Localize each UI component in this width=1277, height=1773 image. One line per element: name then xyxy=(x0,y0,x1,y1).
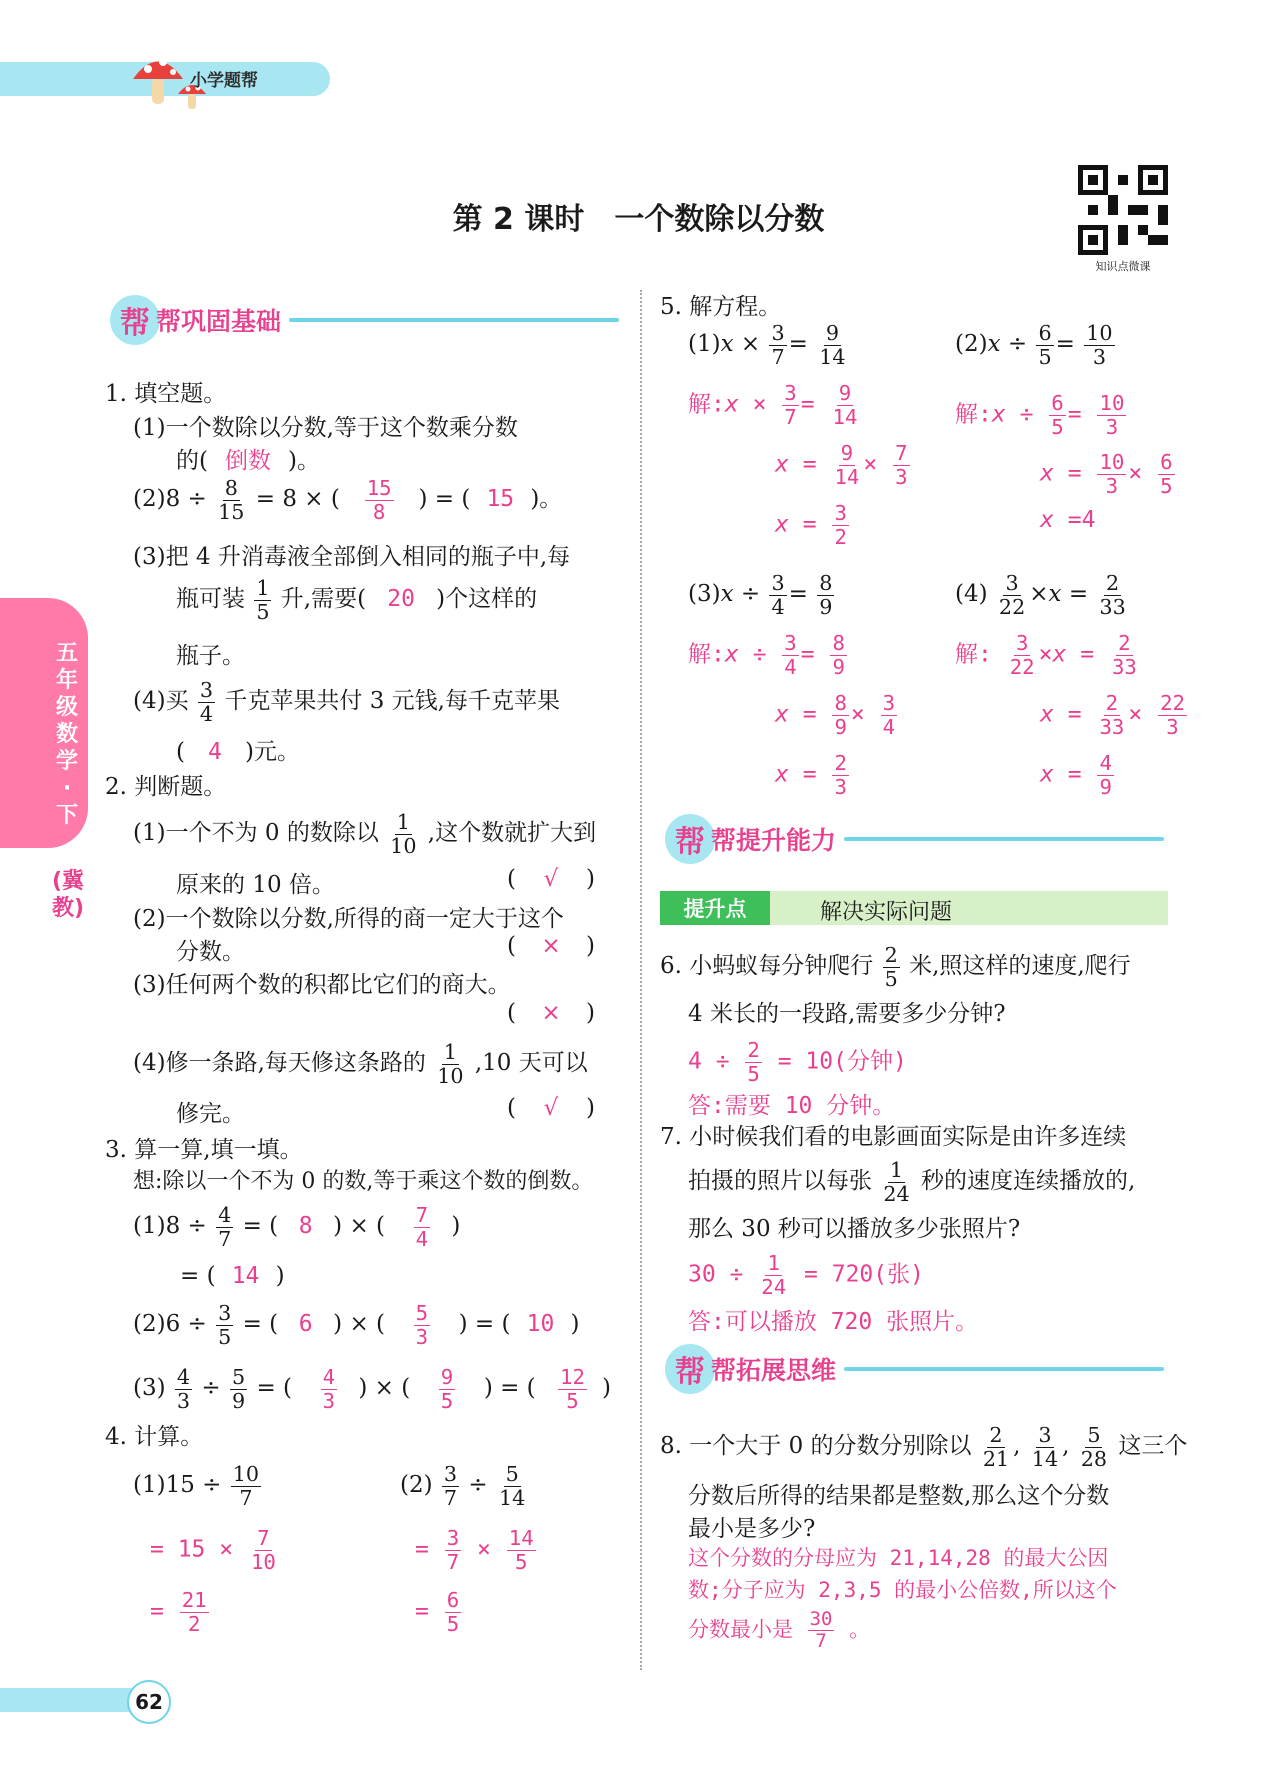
q3-row2: (2)6 ÷ $\frac{3}{5}$ = ( 6 ) × ( $\frac{5}{3}$ ) = ( 10 ) xyxy=(133,1301,580,1349)
q2-mark-3: ( × ) xyxy=(507,1000,595,1026)
q2-mark-4: ( √ ) xyxy=(507,1095,595,1121)
q1-answer-1: 倒数 xyxy=(224,448,271,474)
q4-c1-step2: = $\frac{21}{2}$ xyxy=(150,1588,207,1636)
q1-p4: (4)买 $\frac{3}{4}$ 千克苹果共付 3 元钱,每千克苹果 xyxy=(133,678,560,726)
q1-p3: 瓶可装 $\frac{1}{5}$ 升,需要( 20 )个这样的 xyxy=(176,576,538,624)
section-rule xyxy=(844,1367,1164,1371)
q4-head: 4. 计算。 xyxy=(105,1424,204,1450)
q5-e3-s1: 解:x ÷ $\frac{3}{4}$ = $\frac{8}{9}$ xyxy=(688,631,845,679)
q1-p3a: (3)把 4 升消毒液全部倒入相同的瓶子中,每 xyxy=(133,544,571,570)
q6-answer: 答:需要 10 分钟。 xyxy=(688,1093,896,1119)
q2-s2a: (2)一个数除以分数,所得的商一定大于这个 xyxy=(133,906,564,932)
q5-e4: (4) $\frac{3}{22}$ ×x = $\frac{2}{33}$ xyxy=(955,571,1126,619)
q6-line2: 4 米长的一段路,需要多少分钟? xyxy=(688,1001,1006,1027)
q2-s1c: 原来的 10 倍。 xyxy=(176,872,335,898)
q5-e1: (1)x × $\frac{3}{7}$ = $\frac{9}{14}$ xyxy=(688,321,846,369)
q1-answer-4: 4 xyxy=(208,739,222,765)
q2-s1: (1)一个不为 0 的数除以 $\frac{1}{10}$ ,这个数就扩大到 xyxy=(133,810,597,858)
q8-line3: 最小是多少? xyxy=(688,1516,816,1542)
q5-e1-s3: x = $\frac{3}{2}$ xyxy=(775,501,847,549)
q1-p2: (2)8 ÷ $\frac{8}{15}$ = 8 × ( $\frac{15}{8}$ ) = ( 15 )。 xyxy=(133,476,563,524)
q4-c2: (2) $\frac{3}{7}$ ÷ $\frac{5}{14}$ xyxy=(400,1462,526,1510)
q3-row3: (3) $\frac{4}{3}$ ÷ $\frac{5}{9}$ = ( $\frac{4}{3}$ ) × ( $\frac{9}{5}$ ) = ( $\frac{12}{5}$ ) xyxy=(133,1365,611,1413)
q1-p3e: 瓶子。 xyxy=(176,643,245,669)
q5-e3-s3: x = $\frac{2}{3}$ xyxy=(775,751,847,799)
section-expand-header xyxy=(665,1345,1164,1393)
q4-c1: (1)15 ÷ $\frac{10}{7}$ xyxy=(133,1462,260,1510)
q7-line3: 那么 30 秒可以播放多少张照片? xyxy=(688,1216,1021,1242)
q3-row1: (1)8 ÷ $\frac{4}{7}$ = ( 8 ) × ( $\frac{7}{4}$ ) xyxy=(133,1203,461,1251)
q2-head: 2. 判断题。 xyxy=(105,774,227,800)
page-number: 62 xyxy=(127,1680,171,1724)
q5-head: 5. 解方程。 xyxy=(660,294,782,320)
page-title: 第 2 课时 一个数除以分数 xyxy=(452,202,825,237)
q2-s4c: 修完。 xyxy=(176,1101,245,1127)
q1-p1a: (1)一个数除以分数,等于这个数乘分数 xyxy=(133,415,518,441)
q7-answer: 答:可以播放 720 张照片。 xyxy=(688,1309,979,1335)
q2-s2b: 分数。 xyxy=(176,939,245,965)
q1-p1: 的( 倒数 )。 xyxy=(176,442,320,475)
tip-text: 解决实际问题 xyxy=(820,900,953,925)
bang-badge: 帮 xyxy=(665,814,715,864)
q1-head: 1. 填空题。 xyxy=(105,381,227,407)
tip-badge: 提升点 xyxy=(660,891,770,925)
q5-e4-s1: 解: $\frac{3}{22}$ ×x = $\frac{2}{33}$ xyxy=(955,631,1137,679)
q1-answer-2b: 15 xyxy=(486,486,515,513)
q8-line2: 分数后所得的结果都是整数,那么这个分数 xyxy=(688,1483,1110,1509)
q1-answer-3: 20 xyxy=(387,586,415,613)
q5-e2: (2)x ÷ $\frac{6}{5}$ = $\frac{10}{3}$ xyxy=(955,321,1113,369)
q5-e3: (3)x ÷ $\frac{3}{4}$ = $\frac{8}{9}$ xyxy=(688,571,833,619)
q5-e1-s1: 解:x × $\frac{3}{7}$ = $\frac{9}{14}$ xyxy=(688,381,858,429)
q5-e2-s3: x =4 xyxy=(1040,507,1096,533)
section-improve-header xyxy=(665,815,1164,863)
qr-code-icon xyxy=(1078,165,1168,255)
q5-e2-s1: 解:x ÷ $\frac{6}{5}$ = $\frac{10}{3}$ xyxy=(955,391,1125,439)
q8-sol2: 数;分子应为 2,3,5 的最小公倍数,所以这个 xyxy=(688,1578,1117,1602)
brand-label: 小学题帮 xyxy=(190,71,258,91)
q7-solution: 30 ÷ $\frac{1}{24}$ = 720(张) xyxy=(688,1251,924,1299)
q4-c1-step1: = 15 × $\frac{7}{10}$ xyxy=(150,1526,276,1574)
q5-e2-s2: x = $\frac{10}{3}$ × $\frac{6}{5}$ xyxy=(1040,450,1173,498)
qr-label: 知识点微课 xyxy=(1095,260,1151,273)
q3-row1b: = ( 14 ) xyxy=(180,1263,285,1289)
section-rule xyxy=(289,318,619,322)
q5-e4-s2: x = $\frac{2}{33}$ × $\frac{22}{3}$ xyxy=(1040,691,1185,739)
section-basic-title: 帮巩固基础 xyxy=(156,307,282,336)
q3-head: 3. 算一算,填一填。 xyxy=(105,1137,303,1163)
bang-badge: 帮 xyxy=(665,1344,715,1394)
q2-s3a: (3)任何两个数的积都比它们的商大。 xyxy=(133,972,511,998)
q2-mark-2: ( × ) xyxy=(507,933,595,959)
q6-line1: 6. 小蚂蚁每分钟爬行 $\frac{2}{5}$ 米,照这样的速度,爬行 xyxy=(660,943,1131,991)
section-improve-title: 帮提升能力 xyxy=(711,826,837,855)
side-publisher: (冀教) xyxy=(52,869,85,921)
section-expand-title: 帮拓展思维 xyxy=(711,1356,837,1385)
q4-c2-step2: = $\frac{6}{5}$ xyxy=(415,1588,460,1636)
q8-line1: 8. 一个大于 0 的分数分别除以 $\frac{2}{21}$ , $\frac{3}{14}$ , $\frac{5}{28}$ 这三个 xyxy=(660,1423,1188,1471)
column-divider xyxy=(640,290,642,1670)
q1-answer-2: $\frac{15}{8}$ xyxy=(366,476,392,524)
q3-think: 想:除以一个不为 0 的数,等于乘这个数的倒数。 xyxy=(133,1169,594,1194)
q5-e3-s2: x = $\frac{8}{9}$ × $\frac{3}{4}$ xyxy=(775,691,896,739)
q2-s4: (4)修一条路,每天修这条路的 $\frac{1}{10}$ ,10 天可以 xyxy=(133,1040,588,1088)
section-rule xyxy=(844,837,1164,841)
q7-line2: 拍摄的照片以每张 $\frac{1}{24}$ 秒的速度连续播放的, xyxy=(688,1158,1136,1206)
q8-sol1: 这个分数的分母应为 21,14,28 的最大公因 xyxy=(688,1546,1109,1570)
section-basic-header xyxy=(110,296,619,344)
side-grade: 五年级数学·下 xyxy=(55,641,78,828)
q6-solution: 4 ÷ $\frac{2}{5}$ = 10(分钟) xyxy=(688,1038,907,1086)
q5-e4-s3: x = $\frac{4}{9}$ xyxy=(1040,751,1112,799)
bang-badge: 帮 xyxy=(110,295,160,345)
q2-mark-1: ( √ ) xyxy=(507,866,595,892)
q8-sol3: 分数最小是 $\frac{30}{7}$ 。 xyxy=(688,1608,871,1652)
q1-p4c: ( 4 )元。 xyxy=(176,739,300,765)
q5-e1-s2: x = $\frac{9}{14}$ × $\frac{7}{3}$ xyxy=(775,441,908,489)
q7-line1: 7. 小时候我们看的电影画面实际是由许多连续 xyxy=(660,1124,1127,1150)
q4-c2-step1: = $\frac{3}{7}$ × $\frac{14}{5}$ xyxy=(415,1526,534,1574)
